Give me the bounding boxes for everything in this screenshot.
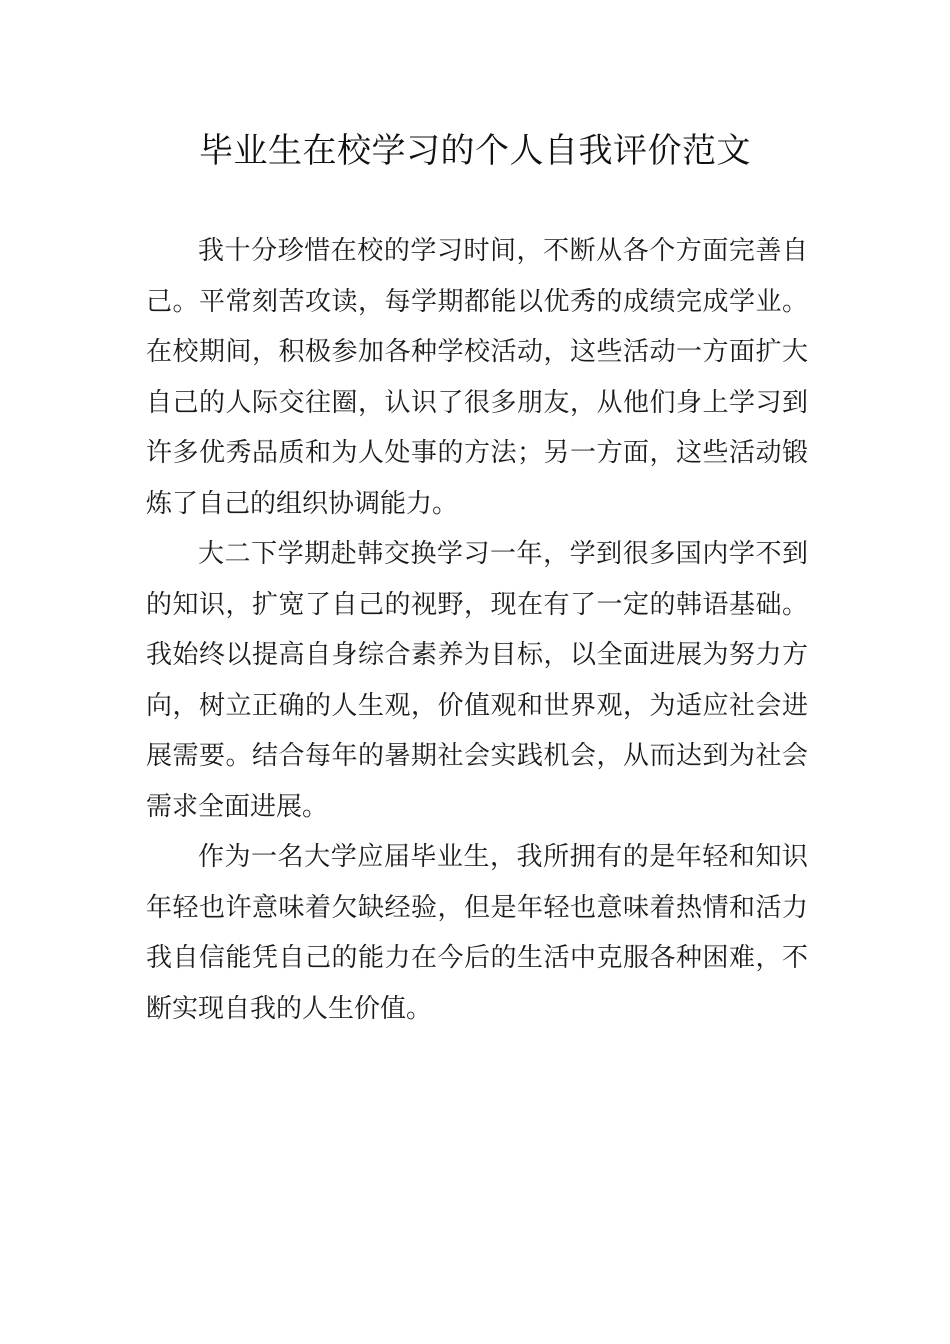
- paragraph-2: 大二下学期赴韩交换学习一年，学到很多国内学不到的知识，扩宽了自己的视野，现在有了一定的韩语基础。我始终以提高自身综合素养为目标，以全面进展为努力方向，树立正确的人生观，价值观和世界观，为适应社会进展需要。结合每年的暑期社会实践机会，从而达到为社会需求全面进展。: [146, 539, 808, 822]
- document-body: [146, 226, 808, 1034]
- paragraph-3: 作为一名大学应届毕业生，我所拥有的是年轻和知识年轻也许意味着欠缺经验，但是年轻也意味着热情和活力我自信能凭自己的能力在今后的生活中克服各种困难，不断实现自我的人生价值。: [146, 842, 808, 1024]
- paragraph-1: 我十分珍惜在校的学习时间，不断从各个方面完善自己。平常刻苦攻读，每学期都能以优秀的成绩完成学业。在校期间，积极参加各种学校活动，这些活动一方面扩大自己的人际交往圈，认识了很多朋友，从他们身上学习到许多优秀品质和为人处事的方法；另一方面，这些活动锻炼了自己的组织协调能力。: [146, 236, 808, 519]
- document-title: 毕业生在校学习的个人自我评价范文: [199, 131, 751, 171]
